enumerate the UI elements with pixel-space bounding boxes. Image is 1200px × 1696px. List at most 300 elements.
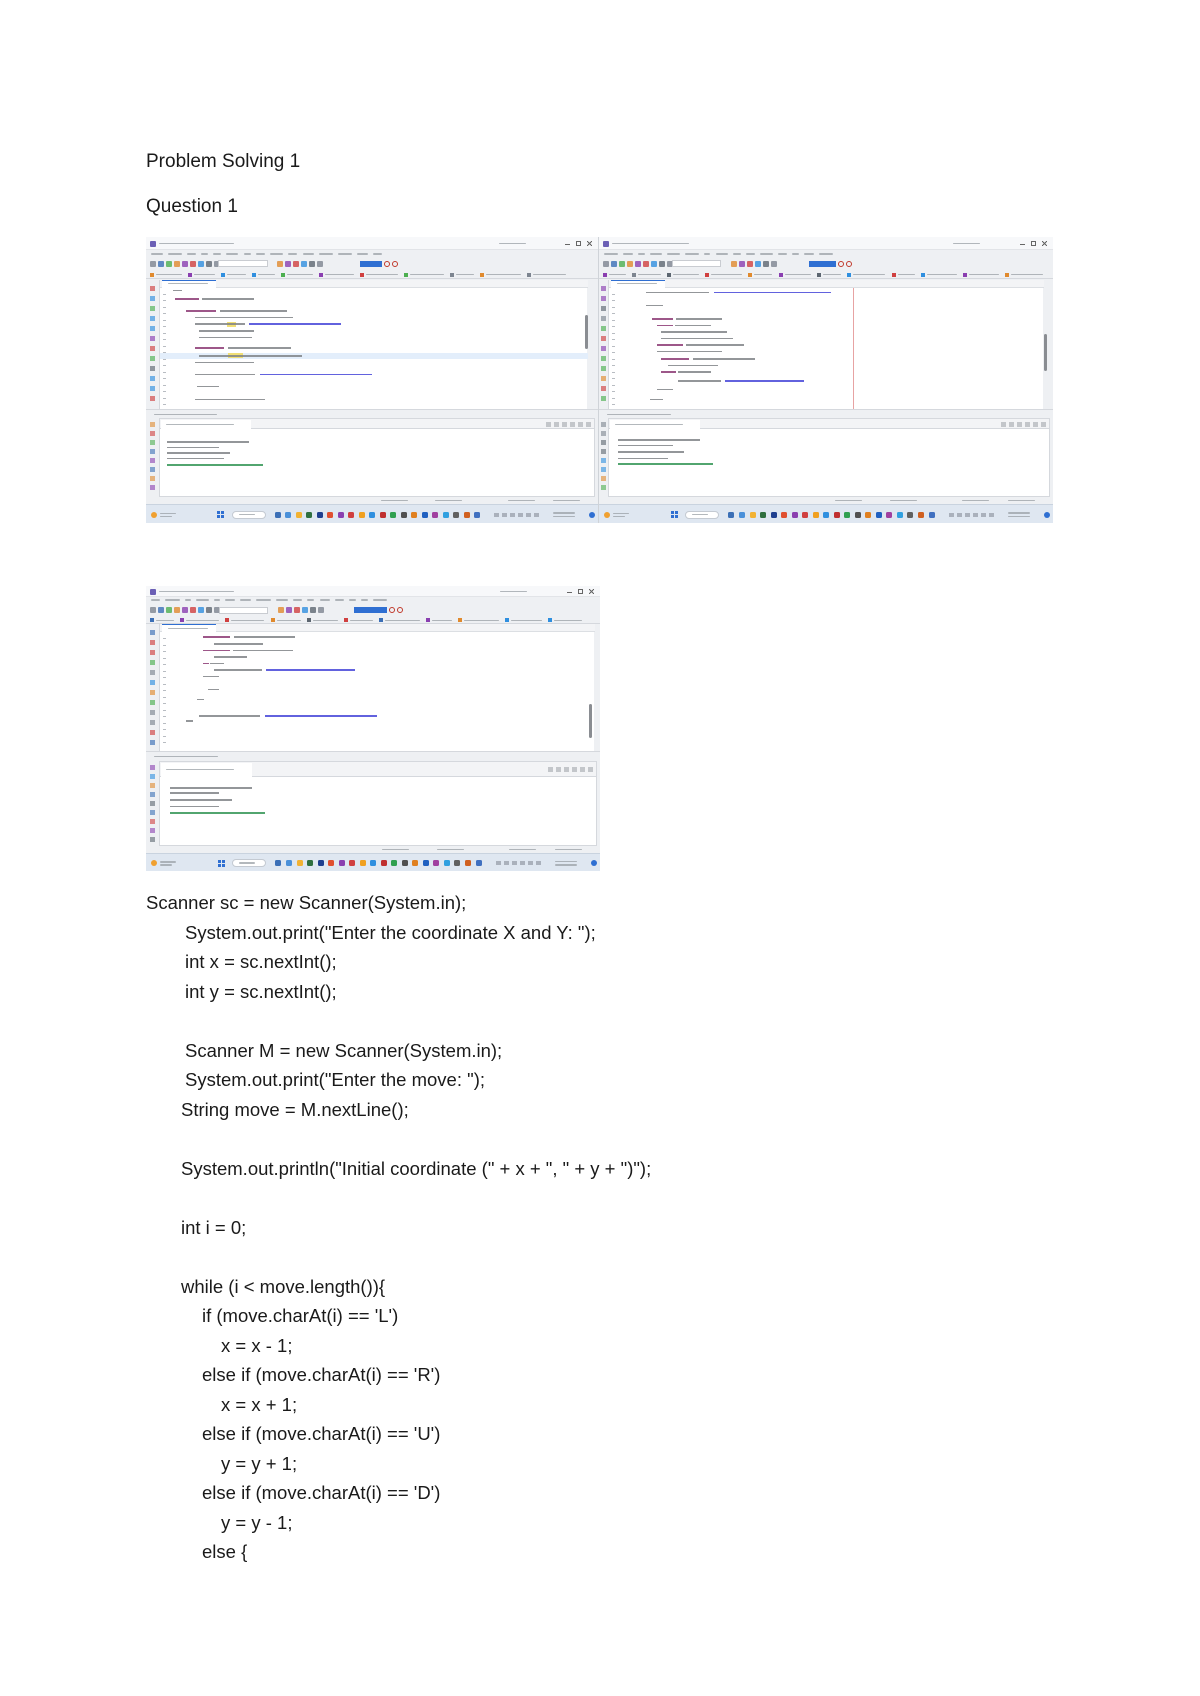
maximize-icon: [576, 241, 581, 246]
tab-icon: [150, 618, 154, 622]
toolbar-icon: [150, 607, 156, 613]
taskbar-app-icon: [453, 512, 459, 518]
console-toolbar-icon: [1009, 422, 1014, 427]
console-toolbar-icon: [1033, 422, 1038, 427]
tray-icon: [949, 513, 954, 517]
weather-icon: [151, 860, 157, 866]
tab-icon: [817, 273, 821, 277]
menu-item: [373, 599, 387, 600]
line-number: [163, 710, 166, 711]
status-text: [555, 849, 582, 850]
side-view-icon: [150, 467, 155, 472]
windows-start-icon: [218, 860, 225, 867]
side-view-icon: [150, 720, 155, 725]
taskbar-app-icon: [390, 512, 396, 518]
editor-scrollbar-thumb: [585, 315, 588, 350]
code-line: y = y - 1;: [221, 1511, 293, 1533]
code-text-bar: [195, 323, 245, 325]
tab-label: [511, 620, 542, 621]
side-view-icon: [150, 431, 155, 436]
menu-item: [213, 253, 221, 254]
blank-line: [0, 1183, 1200, 1213]
side-view-icon: [601, 467, 606, 472]
toolbar-icon: [731, 261, 737, 267]
toolbar-icon: [285, 261, 291, 267]
code-text-bar: [214, 669, 262, 671]
windows-taskbar: [146, 504, 598, 523]
line-number: [612, 365, 615, 366]
line-number: [612, 313, 615, 314]
toolbar-icon: [190, 261, 196, 267]
tab-label: [823, 274, 841, 275]
taskbar-app-icon: [454, 860, 460, 866]
clock-text: [555, 864, 578, 865]
menu-item: [804, 253, 814, 254]
console-side-strip: [599, 418, 608, 497]
side-view-icon: [150, 792, 155, 797]
run-config-dropdown: [672, 260, 722, 267]
taskbar-app-icon: [465, 860, 471, 866]
side-view-icon: [601, 476, 606, 481]
side-view-icon: [150, 346, 155, 351]
code-keyword-bar: [661, 358, 689, 360]
console-toolbar-icon: [562, 422, 567, 427]
code-text-bar: [618, 439, 700, 441]
line-number: [163, 729, 166, 730]
toolbar-icon: [302, 607, 308, 613]
menu-bar: [146, 250, 598, 258]
taskbar-app-icon: [275, 860, 281, 866]
taskbar-app-icon: [380, 512, 386, 518]
tab-icon: [344, 618, 348, 622]
menu-item: [667, 253, 680, 254]
toolbar-icon: [182, 261, 188, 267]
taskbar-app-icon: [855, 512, 861, 518]
tray-icon: [973, 513, 978, 517]
taskbar-search-text: [239, 862, 255, 863]
taskbar-app-icon: [886, 512, 892, 518]
code-text-bar: [214, 643, 263, 645]
side-view-icon: [150, 366, 155, 371]
code-string-bar: [714, 292, 831, 294]
console-toolbar-icon: [586, 422, 591, 427]
ide-screenshot-left: [146, 237, 598, 523]
window-title-text: [159, 243, 234, 245]
code-line: Scanner M = new Scanner(System.in);: [185, 1039, 503, 1061]
menu-item: [256, 253, 265, 254]
tab-icon: [150, 273, 154, 277]
side-icon-strip: [599, 280, 608, 410]
menu-item: [760, 253, 773, 254]
line-number: [612, 307, 615, 308]
search-hint-text: [500, 591, 527, 593]
console-success-bar: [170, 812, 265, 814]
line-number: [163, 313, 166, 314]
minimized-view-label: [607, 414, 671, 415]
menu-item: [276, 599, 289, 600]
code-keyword-bar: [203, 636, 231, 638]
tray-icon: [957, 513, 962, 517]
side-view-icon: [601, 336, 606, 341]
status-text: [508, 500, 535, 501]
start-icon-pane: [221, 515, 224, 518]
status-text: [509, 849, 536, 850]
tray-icon: [502, 513, 507, 517]
line-number: [163, 645, 166, 646]
minimize-icon: [565, 244, 570, 245]
tab-label: [227, 274, 246, 275]
code-text-bar: [233, 650, 293, 652]
line-number: [163, 326, 166, 327]
line-number: [612, 320, 615, 321]
console-view: [159, 777, 597, 846]
code-keyword-bar: [661, 371, 676, 373]
toolbar-icon: [755, 261, 761, 267]
menu-item: [623, 253, 633, 254]
app-icon: [603, 241, 609, 247]
line-number: [163, 404, 166, 405]
code-line: String move = M.nextLine();: [181, 1098, 409, 1120]
editor-bottom-bar: [599, 409, 1053, 418]
taskbar-app-icon: [823, 512, 829, 518]
status-text: [553, 500, 580, 501]
side-view-icon: [150, 783, 155, 788]
line-number: [612, 359, 615, 360]
menu-item: [335, 599, 344, 600]
code-text-bar: [186, 720, 193, 722]
tab-label: [638, 274, 661, 275]
code-line: int y = sc.nextInt();: [185, 980, 337, 1002]
side-view-icon: [150, 326, 155, 331]
line-number: [163, 359, 166, 360]
toolbar-icon: [603, 261, 609, 267]
taskbar-app-icon: [432, 512, 438, 518]
line-number: [163, 320, 166, 321]
menu-item: [319, 253, 333, 254]
menu-item: [361, 599, 368, 600]
code-text-bar: [170, 806, 219, 808]
line-number: [163, 677, 166, 678]
code-text-bar: [220, 310, 286, 312]
tab-icon: [480, 273, 484, 277]
toolbar-icon: [198, 261, 204, 267]
tab-icon: [963, 273, 967, 277]
status-text: [890, 500, 917, 501]
taskbar-app-icon: [433, 860, 439, 866]
menu-item: [373, 253, 382, 254]
toolbar-icon: [771, 261, 777, 267]
taskbar-app-icon: [474, 512, 480, 518]
side-view-icon: [150, 730, 155, 735]
line-number: [163, 365, 166, 366]
run-config-dropdown: [219, 607, 269, 614]
editor-tab-row: [160, 624, 595, 632]
code-text-bar: [197, 699, 204, 701]
line-number: [612, 339, 615, 340]
line-number: [612, 352, 615, 353]
quick-access-icon: [846, 261, 852, 267]
line-number: [612, 333, 615, 334]
tab-icon: [307, 618, 311, 622]
tab-icon: [404, 273, 408, 277]
console-toolbar-icon: [1041, 422, 1046, 427]
console-toolbar-icon: [1017, 422, 1022, 427]
taskbar-app-icon: [401, 512, 407, 518]
minimized-view-label: [154, 756, 218, 757]
menu-item: [638, 253, 646, 254]
tab-label: [853, 274, 886, 275]
toolbar-icon: [150, 261, 156, 267]
notification-icon: [1044, 512, 1050, 518]
code-text-bar: [195, 374, 255, 376]
tab-label: [927, 274, 956, 275]
tab-label: [432, 620, 452, 621]
code-text-bar: [618, 458, 667, 460]
ide-screenshot-right: [598, 237, 1053, 523]
code-line: while (i < move.length()){: [181, 1275, 386, 1297]
start-icon-pane: [675, 515, 678, 518]
console-toolbar-icon: [572, 767, 577, 772]
tab-icon: [360, 273, 364, 277]
console-view: [608, 429, 1050, 497]
tab-icon: [892, 273, 896, 277]
side-view-icon: [150, 376, 155, 381]
code-text-bar: [167, 452, 230, 454]
console-toolbar-icon: [1025, 422, 1030, 427]
side-view-icon: [150, 710, 155, 715]
side-view-icon: [150, 740, 155, 745]
taskbar-app-icon: [802, 512, 808, 518]
run-config-dropdown: [218, 260, 268, 267]
menu-item: [357, 253, 368, 254]
line-number: [163, 684, 166, 685]
tab-icon: [450, 273, 454, 277]
side-view-icon: [601, 386, 606, 391]
code-text-bar: [214, 656, 248, 658]
menu-item: [604, 253, 618, 254]
taskbar-app-icon: [443, 512, 449, 518]
taskbar-app-icon: [296, 512, 302, 518]
code-text-bar: [197, 386, 219, 388]
menu-item: [240, 599, 252, 600]
tab-icon: [603, 273, 607, 277]
search-hint-text: [499, 243, 526, 245]
taskbar-app-icon: [411, 512, 417, 518]
windows-taskbar: [146, 853, 600, 871]
tray-icon: [510, 513, 515, 517]
toolbar-icon: [182, 607, 188, 613]
side-view-icon: [601, 485, 606, 490]
taskbar-app-icon: [359, 512, 365, 518]
menu-item: [165, 599, 180, 600]
side-view-icon: [150, 356, 155, 361]
code-string-bar: [260, 374, 371, 376]
toolbar: [146, 258, 598, 270]
console-toolbar-icon: [580, 767, 585, 772]
menu-item: [819, 253, 833, 254]
side-view-icon: [150, 476, 155, 481]
tray-icon: [520, 861, 525, 865]
window-controls: [1017, 237, 1051, 250]
menu-item: [187, 253, 196, 254]
minimize-icon: [567, 592, 572, 593]
search-field-highlight: [809, 261, 836, 267]
taskbar-app-icon: [771, 512, 777, 518]
code-line: System.out.print("Enter the coordinate X and Y: ");: [185, 921, 596, 943]
menu-item: [225, 599, 235, 600]
code-text-bar: [173, 290, 182, 292]
status-text: [835, 500, 862, 501]
search-icon: [389, 607, 395, 613]
taskbar-app-icon: [464, 512, 470, 518]
start-icon-pane: [217, 515, 220, 518]
menu-item: [685, 253, 699, 254]
window-title-text: [612, 243, 689, 245]
minimized-view-label: [154, 414, 217, 415]
code-text-bar: [675, 325, 711, 327]
toolbar-icon: [611, 261, 617, 267]
console-toolbar-icon: [554, 422, 559, 427]
side-view-icon: [150, 660, 155, 665]
tab-label: [554, 620, 582, 621]
side-view-icon: [601, 440, 606, 445]
code-text-bar: [228, 347, 291, 349]
side-view-icon: [601, 286, 606, 291]
tab-icon: [180, 618, 184, 622]
line-number: [612, 300, 615, 301]
perspective-tab-bar: [599, 270, 1053, 280]
start-icon-pane: [222, 860, 225, 863]
clock-text: [1008, 516, 1031, 517]
line-number: [163, 333, 166, 334]
toolbar-icon: [198, 607, 204, 613]
side-view-icon: [150, 458, 155, 463]
code-keyword-bar: [203, 663, 210, 665]
tab-icon: [188, 273, 192, 277]
taskbar-app-icon: [381, 860, 387, 866]
status-text: [437, 849, 464, 850]
taskbar-app-icon: [297, 860, 303, 866]
code-line: x = x - 1;: [221, 1334, 293, 1356]
code-text-bar: [167, 447, 219, 449]
tray-icon: [965, 513, 970, 517]
code-text-bar: [686, 344, 744, 346]
toolbar-icon: [277, 261, 283, 267]
status-text: [435, 500, 462, 501]
editor-tab-row: [160, 280, 588, 288]
toolbar-icon: [651, 261, 657, 267]
toolbar-icon: [166, 261, 172, 267]
code-text-bar: [195, 399, 265, 401]
code-line: int i = 0;: [181, 1216, 247, 1238]
quick-access-icon: [392, 261, 398, 267]
side-view-icon: [601, 366, 606, 371]
code-editor: [608, 280, 1043, 410]
tab-label: [1011, 274, 1043, 275]
menu-item: [792, 253, 799, 254]
weather-text: [160, 861, 176, 862]
tab-label: [486, 274, 521, 275]
tray-icon: [534, 513, 539, 517]
line-number: [163, 378, 166, 379]
taskbar-app-icon: [728, 512, 734, 518]
code-text-bar: [210, 663, 224, 665]
side-view-icon: [601, 316, 606, 321]
code-line: else if (move.charAt(i) == 'D'): [202, 1482, 441, 1503]
document-title: Problem Solving 1: [146, 151, 301, 172]
toolbar-icon: [206, 261, 212, 267]
tab-label: [186, 620, 220, 621]
console-side-strip: [146, 418, 159, 497]
menu-item: [307, 599, 314, 600]
tab-icon: [667, 273, 671, 277]
code-text-bar: [661, 338, 733, 340]
search-icon: [838, 261, 844, 267]
tab-icon: [281, 273, 285, 277]
tab-icon: [779, 273, 783, 277]
code-text-bar: [195, 317, 293, 319]
code-line: int x = sc.nextInt();: [185, 951, 337, 972]
code-line: else {: [202, 1541, 248, 1562]
taskbar-app-icon: [349, 860, 355, 866]
side-view-icon: [150, 422, 155, 427]
menu-item: [214, 599, 220, 600]
side-view-icon: [150, 640, 155, 645]
side-view-icon: [150, 650, 155, 655]
taskbar-app-icon: [286, 860, 292, 866]
line-number: [163, 391, 166, 392]
line-number: [163, 385, 166, 386]
side-view-icon: [150, 828, 155, 833]
search-field-highlight: [360, 261, 382, 267]
line-number: [612, 294, 615, 295]
tab-label: [258, 274, 275, 275]
code-keyword-bar: [203, 650, 230, 652]
taskbar-app-icon: [844, 512, 850, 518]
weather-text: [160, 513, 176, 514]
toolbar-icon: [627, 261, 633, 267]
windows-start-icon: [671, 511, 678, 518]
menu-bar: [146, 597, 600, 604]
taskbar-app-icon: [781, 512, 787, 518]
toolbar-icon: [293, 261, 299, 267]
close-icon: [587, 241, 592, 246]
tab-label: [410, 274, 444, 275]
side-view-icon: [150, 449, 155, 454]
menu-item: [168, 253, 182, 254]
weather-icon: [604, 512, 610, 518]
title-bar: [146, 237, 598, 250]
windows-taskbar: [599, 504, 1053, 523]
tray-icon: [518, 513, 523, 517]
tab-label: [533, 274, 566, 275]
line-number: [163, 339, 166, 340]
weather-text: [613, 516, 625, 517]
toolbar-icon: [166, 607, 172, 613]
menu-bar: [599, 250, 1053, 258]
taskbar-app-icon: [391, 860, 397, 866]
title-bar: [599, 237, 1053, 250]
tray-icon: [528, 861, 533, 865]
maximize-icon: [578, 589, 583, 594]
status-text: [381, 500, 408, 501]
minimize-icon: [1020, 244, 1025, 245]
code-text-bar: [618, 451, 684, 453]
tab-label: [785, 274, 811, 275]
taskbar-app-icon: [750, 512, 756, 518]
title-bar: [146, 586, 600, 597]
start-icon-pane: [675, 511, 678, 514]
